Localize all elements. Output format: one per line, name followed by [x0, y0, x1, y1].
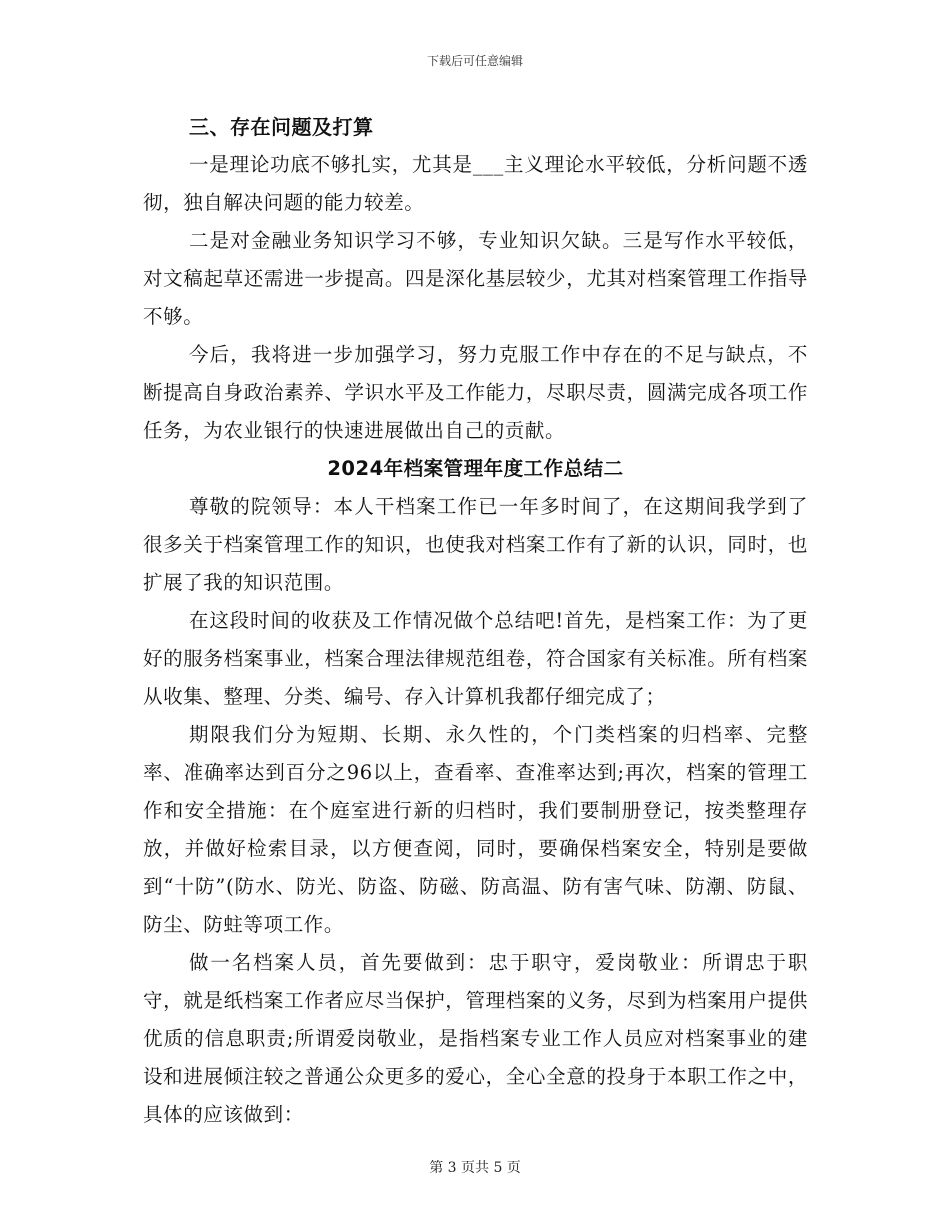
section-heading: 三、存在问题及打算	[189, 115, 374, 139]
download-editable-note: 下载后可任意编辑	[426, 54, 523, 68]
paragraph: 今后，我将进一步加强学习，努力克服工作中存在的不足与缺点，不断提高自身政治素养、学识水平及工作能力，尽职尽责，圆满完成各项工作任务，为农业银行的快速进展做出自己的贡献。	[143, 343, 808, 442]
paragraph: 一是理论功底不够扎实，尤其是___主义理论水平较低，分析问题不透彻，独自解决问题的能力较差。	[143, 153, 808, 214]
document-title: 2024年档案管理年度工作总结二	[327, 457, 624, 480]
paragraph: 二是对金融业务知识学习不够，专业知识欠缺。三是写作水平较低，对文稿起草还需进一步提高。四是深化基层较少，尤其对档案管理工作指导不够。	[143, 229, 808, 328]
paragraph: 在这段时间的收获及工作情况做个总结吧!首先，是档案工作：为了更好的服务档案事业，档案合理法律规范组卷，符合国家有关标准。所有档案从收集、整理、分类、编号、存入计算机我都仔细完成了；	[143, 609, 808, 708]
document-body	[143, 108, 808, 1134]
page-number: 第 3 页共 5 页	[429, 1160, 521, 1176]
paragraph: 尊敬的院领导：本人干档案工作已一年多时间了，在这期间我学到了很多关于档案管理工作的知识，也使我对档案工作有了新的认识，同时，也扩展了我的知识范围。	[143, 495, 808, 594]
paragraph: 做一名档案人员，首先要做到：忠于职守，爱岗敬业：所谓忠于职守，就是纸档案工作者应尽当保护，管理档案的义务，尽到为档案用户提供优质的信息职责;所谓爱岗敬业，是指档案专业工作人员应对档案事业的建设和进展倾注较之普通公众更多的爱心，全心全意的投身于本职工作之中，具体的应该做到：	[143, 951, 808, 1126]
paragraph: 期限我们分为短期、长期、永久性的，个门类档案的归档率、完整率、准确率达到百分之96以上，查看率、查准率达到;再次，档案的管理工作和安全措施：在个庭室进行新的归档时，我们要制册登记，按类整理存放，并做好检索目录，以方便查阅，同时，要确保档案安全，特别是要做到“十防”(防水、防光、防盗、防磁、防高温、防有害气味、防潮、防鼠、防尘、防蛀等项工作。	[143, 723, 808, 936]
